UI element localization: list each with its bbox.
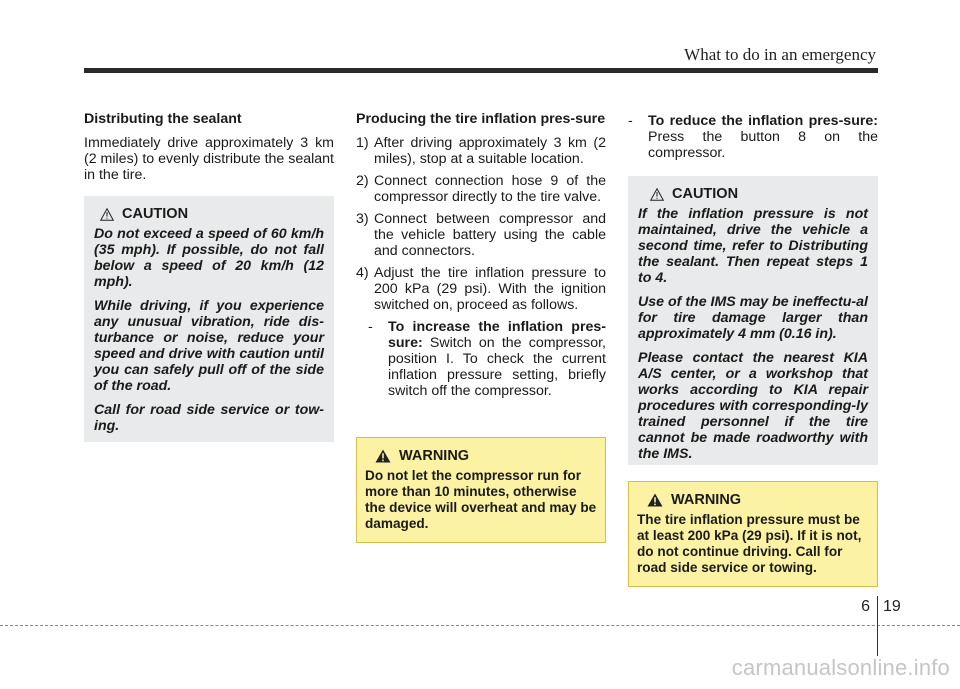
warning-box-pressure bbox=[628, 481, 878, 587]
column-right bbox=[628, 113, 878, 161]
column-middle bbox=[356, 111, 606, 399]
sub-lead: To increase the inflation pres-sure: bbox=[388, 319, 606, 351]
warning-label: WARNING bbox=[399, 448, 470, 464]
sub-body: Press the button 8 on the compressor. bbox=[648, 129, 878, 161]
chapter-number: 6 bbox=[861, 598, 870, 615]
sub-dash: - bbox=[628, 113, 633, 129]
caution-triangle-outline-icon bbox=[100, 208, 114, 221]
footer-rule bbox=[0, 625, 960, 626]
caution-label: CAUTION bbox=[672, 186, 739, 202]
sub-item-reduce bbox=[628, 113, 878, 161]
step-number: 4) bbox=[356, 265, 369, 281]
step-text: Adjust the tire inflation pressure to 200 kPa (29 psi). With the ignition switched on, proceed as follows. bbox=[374, 265, 606, 313]
caution-label: CAUTION bbox=[122, 206, 189, 222]
caution-box-pressure bbox=[628, 176, 878, 465]
list-item bbox=[356, 135, 606, 167]
warning-triangle-filled-icon bbox=[647, 493, 663, 507]
step-number: 3) bbox=[356, 211, 369, 227]
caution-paragraph: Use of the IMS may be ineffectu-al for tire damage larger than approximately 4 mm (0.16 in). bbox=[638, 294, 868, 342]
warning-header bbox=[637, 492, 869, 508]
sub-body: Switch on the compressor, position I. To check the current inflation pressure setting, briefly switch off the compressor. bbox=[388, 335, 606, 399]
step-number: 2) bbox=[356, 173, 369, 189]
list-item bbox=[356, 265, 606, 313]
caution-paragraph: While driving, if you experience any unusual vibration, ride dis-turbance or noise, reduce your speed and drive with caution until you can safely pull off of the side of the road. bbox=[94, 298, 324, 394]
sub-lead: To reduce the inflation pres-sure: bbox=[648, 113, 878, 129]
warning-label: WARNING bbox=[671, 492, 742, 508]
step-text: Connect connection hose 9 of the compressor directly to the tire valve. bbox=[374, 173, 606, 205]
warning-header bbox=[365, 448, 597, 464]
caution-paragraph: Call for road side service or tow-ing. bbox=[94, 402, 324, 434]
warning-text: The tire inflation pressure must be at least 200 kPa (29 psi). If it is not, do not continue driving. Call for road side service or towing. bbox=[637, 512, 862, 575]
text-distributing: Immediately drive approximately 3 km (2 miles) to evenly distribute the sealant in the tire. bbox=[84, 135, 334, 183]
list-item bbox=[356, 211, 606, 259]
sub-dash: - bbox=[368, 319, 373, 335]
caution-paragraph: If the inflation pressure is not maintained, drive the vehicle a second time, refer to Distributing the sealant. Then repeat steps 1 to 4. bbox=[638, 206, 868, 286]
header-rule bbox=[84, 68, 878, 73]
step-text: After driving approximately 3 km (2 miles), stop at a suitable location. bbox=[374, 135, 606, 167]
caution-paragraph: Please contact the nearest KIA A/S center, or a workshop that works according to KIA repair procedures with corresponding-ly trained personnel if the tire cannot be made roadworthy with the IMS. bbox=[638, 350, 868, 462]
caution-box-speed bbox=[84, 196, 334, 442]
caution-paragraph: Do not exceed a speed of 60 km/h (35 mph). If possible, do not fall below a speed of 20 km/h (12 mph). bbox=[94, 226, 324, 290]
page-number: 19 bbox=[883, 598, 901, 615]
warning-text: Do not let the compressor run for more than 10 minutes, otherwise the device will overheat and may be damaged. bbox=[365, 468, 597, 531]
step-text: Connect between compressor and the vehicle battery using the cable and connectors. bbox=[374, 211, 606, 259]
sub-text bbox=[388, 319, 606, 399]
caution-header bbox=[638, 186, 868, 202]
caution-triangle-outline-icon bbox=[650, 188, 664, 201]
sub-text bbox=[648, 113, 878, 161]
section-title: What to do in an emergency bbox=[684, 45, 876, 64]
step-number: 1) bbox=[356, 135, 369, 151]
warning-triangle-filled-icon bbox=[375, 449, 391, 463]
caution-header bbox=[94, 206, 324, 222]
list-item bbox=[356, 173, 606, 205]
watermark: carmanualsonline.info bbox=[731, 655, 950, 680]
heading-producing: Producing the tire inflation pres-sure bbox=[356, 111, 606, 127]
heading-distributing: Distributing the sealant bbox=[84, 111, 242, 127]
sub-item-increase bbox=[368, 319, 606, 399]
column-left bbox=[84, 111, 334, 183]
warning-box-compressor bbox=[356, 437, 606, 543]
footer-separator bbox=[877, 596, 878, 656]
